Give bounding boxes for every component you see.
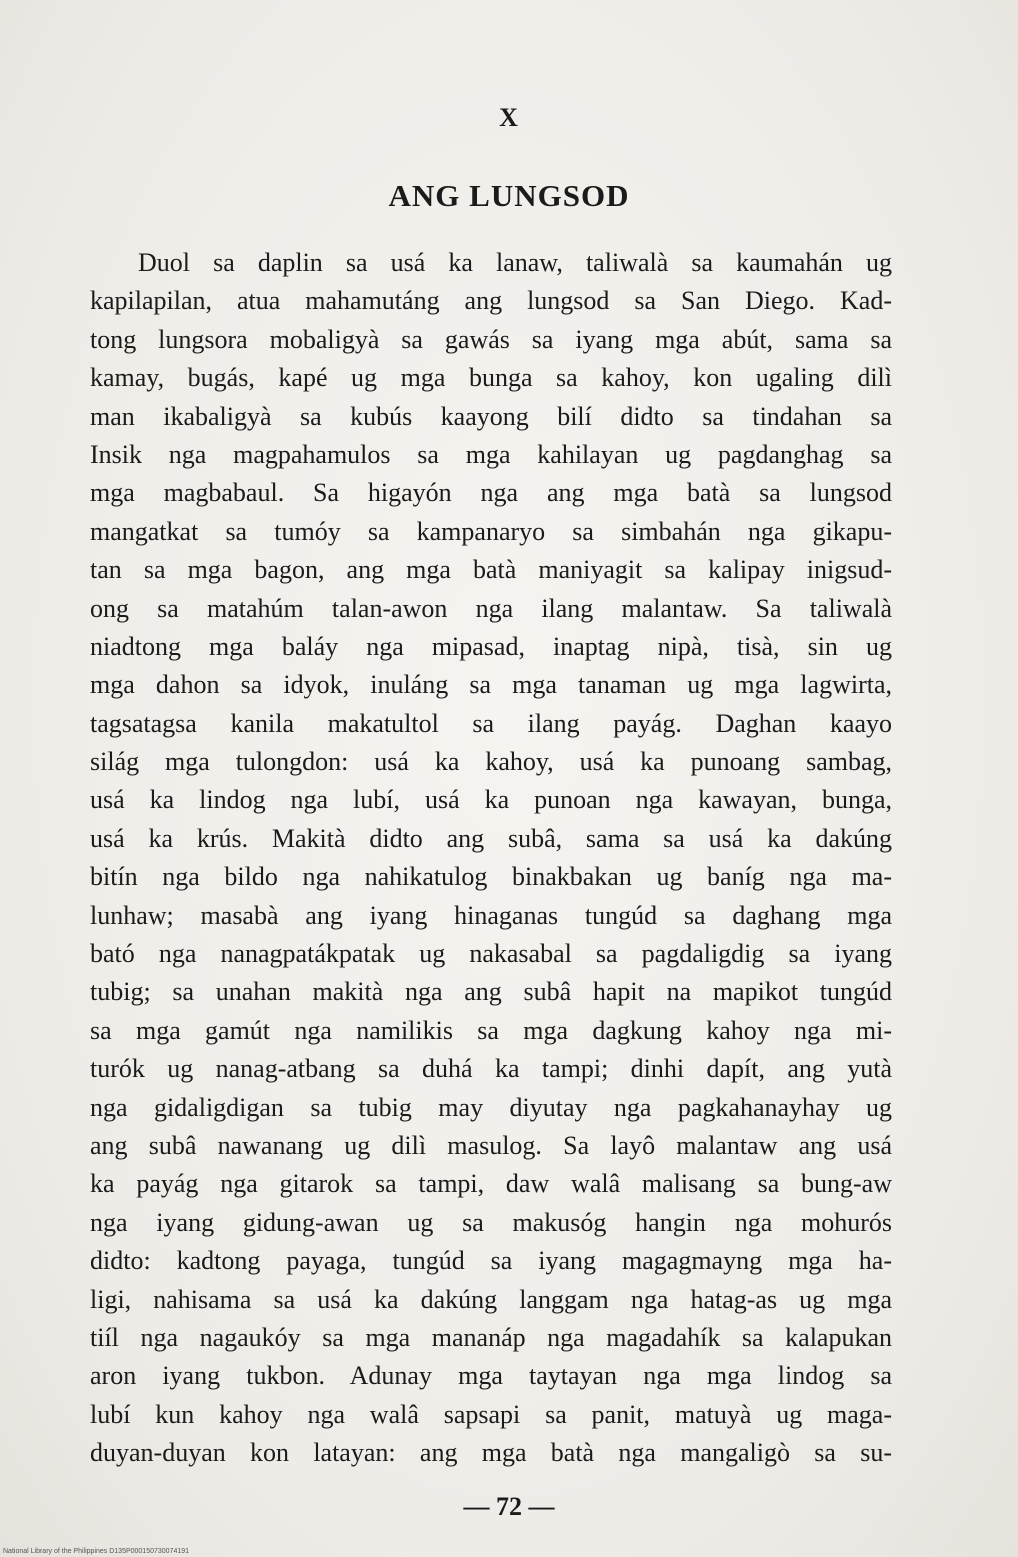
text-line: aron iyang tukbon. Adunay mga taytayan nga mga lindog sa: [90, 1361, 892, 1391]
text-line: ligi, nahisama sa usá ka dakúng langgam nga hatag-as ug mga: [90, 1284, 892, 1314]
text-line: sa mga gamút nga namilikis sa mga dagkung kahoy nga mi-: [90, 1015, 892, 1045]
text-line: tiíl nga nagaukóy sa mga mananáp nga magadahík sa kalapukan: [90, 1322, 892, 1352]
text-line: lubí kun kahoy nga walâ sapsapi sa panit, matuyà ug maga-: [90, 1399, 892, 1429]
body-text: [90, 244, 892, 1473]
chapter-title: ANG LUNGSOD: [388, 178, 630, 213]
chapter-number: X: [499, 103, 519, 132]
text-line: tubig; sa unahan makità nga ang subâ hapit na mapikot tungúd: [90, 977, 892, 1007]
text-line: ang subâ nawanang ug dilì masulog. Sa layô malantaw ang usá: [90, 1130, 892, 1160]
text-line: kamay, bugás, kapé ug mga bunga sa kahoy, kon ugaling dilì: [90, 363, 892, 393]
text-line: tagsatagsa kanila makatultol sa ilang payág. Daghan kaayo: [90, 708, 892, 738]
text-line: bató nga nanagpatákpatak ug nakasabal sa pagdaligdig sa iyang: [90, 939, 892, 969]
text-line: kapilapilan, atua mahamutáng ang lungsod sa San Diego. Kad-: [90, 286, 892, 316]
text-line: usá ka krús. Makità didto ang subâ, sama sa usá ka dakúng: [90, 823, 892, 853]
text-line: usá ka lindog nga lubí, usá ka punoan nga kawayan, bunga,: [90, 785, 892, 815]
text-line: man ikabaligyà sa kubús kaayong bilí didto sa tindahan sa: [90, 401, 892, 431]
text-line: bitín nga bildo nga nahikatulog binakbakan ug baníg nga ma-: [90, 862, 892, 892]
text-line: didto: kadtong payaga, tungúd sa iyang magagmayng mga ha-: [90, 1246, 892, 1276]
text-line: tan sa mga bagon, ang mga batà maniyagit sa kalipay inigsud-: [90, 555, 892, 585]
text-line: niadtong mga baláy nga mipasad, inaptag nipà, tisà, sin ug: [90, 631, 892, 661]
text-line: mga dahon sa idyok, inuláng sa mga tanaman ug mga lagwirta,: [90, 670, 892, 700]
text-line: lunhaw; masabà ang iyang hinaganas tungúd sa daghang mga: [90, 900, 892, 930]
text-line: turók ug nanag-atbang sa duhá ka tampi; dinhi dapít, ang yutà: [90, 1054, 892, 1084]
text-line: ka payág nga gitarok sa tampi, daw walâ malisang sa bung-aw: [90, 1169, 892, 1199]
text-line: mga magbabaul. Sa higayón nga ang mga batà sa lungsod: [90, 478, 892, 508]
text-line: ong sa matahúm talan-awon nga ilang malantaw. Sa taliwalà: [90, 593, 892, 623]
text-line: mangatkat sa tumóy sa kampanaryo sa simbahán nga gikapu-: [90, 516, 892, 546]
text-line: Insik nga magpahamulos sa mga kahilayan ug pagdanghag sa: [90, 439, 892, 469]
text-line: silág mga tulongdon: usá ka kahoy, usá ka punoang sambag,: [90, 747, 892, 777]
text-line: duyan-duyan kon latayan: ang mga batà nga mangaligò sa su-: [90, 1438, 892, 1468]
text-line: Duol sa daplin sa usá ka lanaw, taliwalà sa kaumahán ug: [138, 248, 892, 277]
text-line: nga gidaligdigan sa tubig may diyutay nga pagkahanayhay ug: [90, 1092, 892, 1122]
text-line: nga iyang gidung-awan ug sa makusóg hangin nga mohurós: [90, 1207, 892, 1237]
text-line: tong lungsora mobaligyà sa gawás sa iyang mga abút, sama sa: [90, 324, 892, 354]
page-number: — 72 —: [463, 1492, 555, 1521]
scan-footer-note: National Library of the Philippines D135P000150730074191: [3, 1548, 190, 1555]
